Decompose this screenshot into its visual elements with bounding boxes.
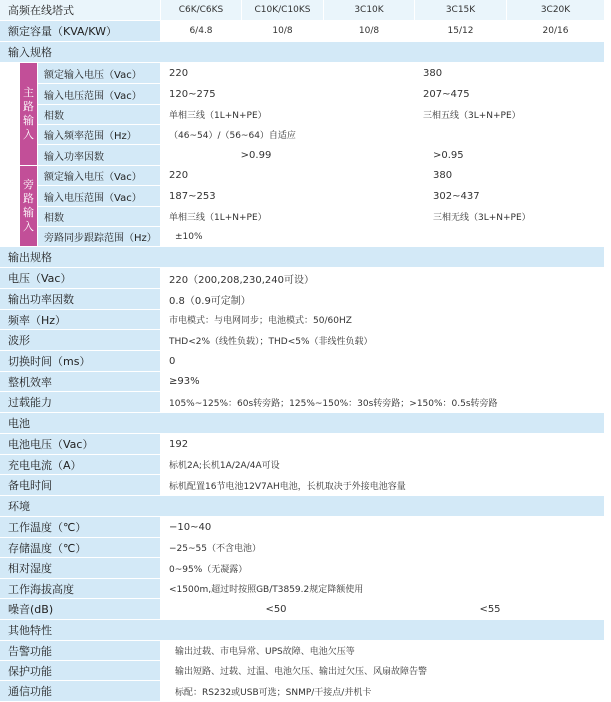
row-label: 相对湿度 bbox=[0, 558, 160, 578]
row-value: 15/12 bbox=[415, 21, 506, 41]
row-value: 输出过载、市电异常、UPS故障、电池欠压等 bbox=[161, 641, 604, 660]
battery-row bbox=[0, 455, 604, 474]
row-label: 额定输入电压（Vac） bbox=[38, 63, 160, 83]
table-title: 高频在线塔式 bbox=[0, 0, 160, 20]
model-header: 3C10K bbox=[324, 0, 414, 20]
battery-row bbox=[0, 475, 604, 495]
row-label: 额定容量（KVA/KW） bbox=[0, 21, 160, 41]
row-value: 6/4.8 bbox=[161, 21, 241, 41]
noise-row bbox=[0, 599, 604, 619]
row-label: 工作海拔高度 bbox=[0, 579, 160, 598]
row-label: 波形 bbox=[0, 330, 160, 350]
section-output-spec bbox=[0, 247, 604, 267]
main-input-row bbox=[0, 125, 604, 144]
section-title: 电池 bbox=[0, 413, 604, 433]
main-input-row bbox=[0, 84, 604, 104]
main-input-side-label: 主 路 输 入 bbox=[20, 63, 37, 165]
row-label: 输入频率范围（Hz） bbox=[38, 125, 160, 144]
row-value: ≥93% bbox=[161, 372, 604, 391]
row-value: 标配：RS232或USB可选；SNMP/干接点/并机卡 bbox=[161, 681, 604, 701]
environment-row bbox=[0, 558, 604, 578]
row-value: 输出短路、过载、过温、电池欠压、输出过欠压、风扇故障告警 bbox=[161, 661, 604, 680]
row-value: 105%~125%：60s转旁路；125%~150%：30s转旁路；>150%：0.5s转旁路 bbox=[161, 392, 604, 412]
row-value: 10/8 bbox=[242, 21, 323, 41]
row-value-right: 三相五线（3L+N+PE） bbox=[415, 105, 604, 124]
row-label: 存储温度（℃） bbox=[0, 538, 160, 557]
row-value-left: 120~275 bbox=[161, 84, 414, 104]
row-label: 相数 bbox=[38, 207, 160, 226]
row-label: 输入功率因数 bbox=[38, 145, 160, 165]
row-value: 0 bbox=[161, 351, 604, 371]
environment-row bbox=[0, 517, 604, 537]
row-value-left: 单相三线（1L+N+PE） bbox=[161, 105, 414, 124]
row-value: 220（200,208,230,240可设） bbox=[161, 268, 604, 288]
row-value-left: >0.99 bbox=[161, 145, 351, 165]
environment-row bbox=[0, 538, 604, 557]
row-value-right: >0.95 bbox=[415, 145, 604, 165]
rated-capacity-row bbox=[0, 21, 604, 41]
output-row bbox=[0, 351, 604, 371]
output-row bbox=[0, 268, 604, 288]
row-label: 输入电压范围（Vac） bbox=[38, 186, 160, 206]
other-row bbox=[0, 641, 604, 660]
bypass-input-row bbox=[0, 186, 604, 206]
row-value: <1500m,超过时按照GB/T3859.2规定降额使用 bbox=[161, 579, 604, 598]
row-value-right: <55 bbox=[420, 599, 560, 619]
row-value-left: 187~253 bbox=[161, 186, 414, 206]
section-input-spec bbox=[0, 42, 604, 62]
row-value-right: 207~475 bbox=[415, 84, 604, 104]
model-header: C6K/C6KS bbox=[161, 0, 241, 20]
row-label: 相数 bbox=[38, 105, 160, 124]
row-label: 切换时间（ms） bbox=[0, 351, 160, 371]
row-label: 通信功能 bbox=[0, 681, 160, 701]
table-header-row bbox=[0, 0, 604, 20]
row-value-left: ±10% bbox=[161, 227, 604, 246]
row-value: 192 bbox=[161, 434, 604, 454]
bypass-input-side-label: 旁 路 输 入 bbox=[20, 166, 37, 246]
output-row bbox=[0, 392, 604, 412]
battery-row bbox=[0, 434, 604, 454]
row-label: 整机效率 bbox=[0, 372, 160, 391]
output-row bbox=[0, 372, 604, 391]
row-value: 10/8 bbox=[324, 21, 414, 41]
row-value-left: 220 bbox=[161, 63, 414, 83]
section-environment bbox=[0, 496, 604, 516]
row-value: THD<2%（线性负载）；THD<5%（非线性负载） bbox=[161, 330, 604, 350]
row-label: 噪音(dB) bbox=[0, 599, 160, 619]
bypass-input-row bbox=[0, 227, 604, 246]
output-row bbox=[0, 330, 604, 350]
other-row bbox=[0, 661, 604, 680]
row-value-right: 380 bbox=[415, 166, 604, 185]
row-label: 输入电压范围（Vac） bbox=[38, 84, 160, 104]
main-input-row bbox=[0, 63, 604, 83]
row-label: 过载能力 bbox=[0, 392, 160, 412]
main-input-row bbox=[0, 145, 604, 165]
row-value: 0~95%（无凝露） bbox=[161, 558, 604, 578]
row-value: 市电模式：与电网同步；电池模式：50/60HZ bbox=[161, 310, 604, 329]
row-value-left: <50 bbox=[161, 599, 391, 619]
model-header: 3C20K bbox=[507, 0, 604, 20]
row-value-left: 单相三线（1L+N+PE） bbox=[161, 207, 414, 226]
row-label: 输出功率因数 bbox=[0, 289, 160, 309]
row-value: 标机2A;长机1A/2A/4A可设 bbox=[161, 455, 604, 474]
row-value: 0.8（0.9可定制） bbox=[161, 289, 604, 309]
row-value: 20/16 bbox=[507, 21, 604, 41]
section-title: 其他特性 bbox=[0, 620, 604, 640]
row-label: 电池电压（Vac） bbox=[0, 434, 160, 454]
row-label: 充电电流（A） bbox=[0, 455, 160, 474]
row-label: 频率（Hz） bbox=[0, 310, 160, 329]
row-label: 告警功能 bbox=[0, 641, 160, 660]
row-value-left: （46~54）/（56~64）自适应 bbox=[161, 125, 604, 144]
row-value: −25~55（不含电池） bbox=[161, 538, 604, 557]
row-value-left: 220 bbox=[161, 166, 414, 185]
row-label: 电压（Vac） bbox=[0, 268, 160, 288]
section-battery bbox=[0, 413, 604, 433]
row-value-right: 302~437 bbox=[415, 186, 604, 206]
row-value: 标机配置16节电池12V7AH电池，长机取决于外接电池容量 bbox=[161, 475, 604, 495]
row-value: −10~40 bbox=[161, 517, 604, 537]
main-input-row bbox=[0, 105, 604, 124]
row-label: 保护功能 bbox=[0, 661, 160, 680]
environment-row bbox=[0, 579, 604, 598]
model-header: C10K/C10KS bbox=[242, 0, 323, 20]
section-other bbox=[0, 620, 604, 640]
model-header: 3C15K bbox=[415, 0, 506, 20]
row-value-right: 380 bbox=[415, 63, 604, 83]
row-label: 工作温度（℃） bbox=[0, 517, 160, 537]
row-value-right: 三相无线（3L+N+PE） bbox=[415, 207, 604, 226]
section-title: 输入规格 bbox=[0, 42, 604, 62]
section-title: 环境 bbox=[0, 496, 604, 516]
output-row bbox=[0, 289, 604, 309]
row-label: 旁路同步跟踪范围（Hz） bbox=[38, 227, 160, 246]
other-row bbox=[0, 681, 604, 701]
output-row bbox=[0, 310, 604, 329]
row-label: 备电时间 bbox=[0, 475, 160, 495]
bypass-input-row bbox=[0, 166, 604, 185]
row-label: 额定输入电压（Vac） bbox=[38, 166, 160, 185]
section-title: 输出规格 bbox=[0, 247, 604, 267]
bypass-input-row bbox=[0, 207, 604, 226]
